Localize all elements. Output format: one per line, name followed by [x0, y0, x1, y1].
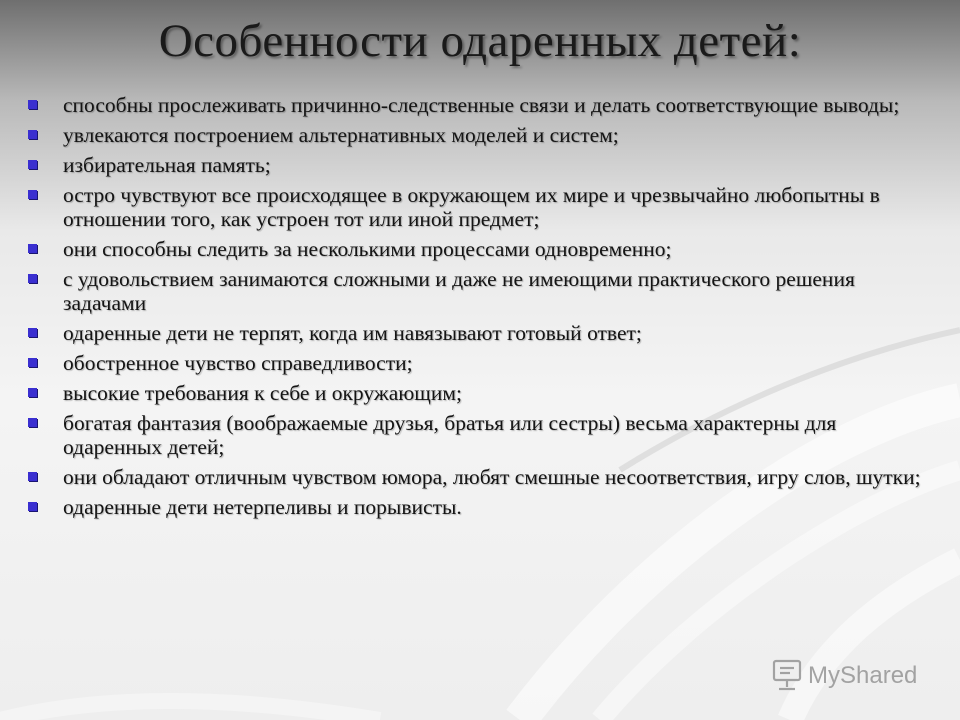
list-item [28, 237, 933, 261]
list-item [28, 267, 933, 315]
myshared-watermark [770, 656, 926, 692]
presentation-board-icon [774, 661, 800, 689]
list-item-text: одаренные дети не терпят, когда им навязывают готовый ответ; [63, 321, 642, 345]
list-item [28, 321, 933, 345]
bullet-marker-icon [28, 502, 37, 511]
bullet-list [28, 93, 933, 525]
list-item-text: увлекаются построением альтернативных моделей и систем; [63, 123, 619, 147]
bullet-marker-icon [28, 160, 37, 169]
bullet-marker-icon [28, 190, 37, 199]
list-item-text: избирательная память; [63, 153, 271, 177]
list-item-text: с удовольствием занимаются сложными и даже не имеющими практического решения задачами [63, 267, 855, 315]
bullet-marker-icon [28, 100, 37, 109]
list-item [28, 495, 933, 519]
watermark-text: MyShared [808, 662, 918, 689]
list-item [28, 351, 933, 375]
list-item-text: высокие требования к себе и окружающим; [63, 381, 462, 405]
slide-title: Особенности одаренных детей: [158, 15, 802, 67]
bullet-marker-icon [28, 274, 37, 283]
list-item [28, 93, 933, 117]
list-item-text: обостренное чувство справедливости; [63, 351, 413, 375]
list-item [28, 411, 933, 459]
bullet-marker-icon [28, 388, 37, 397]
list-item [28, 153, 933, 177]
bullet-marker-icon [28, 244, 37, 253]
bullet-marker-icon [28, 418, 37, 427]
list-item [28, 465, 933, 489]
list-item-text: остро чувствуют все происходящее в окружающем их мире и чрезвычайно любопытны в отношении того, как устроен тот или иной предмет; [63, 183, 880, 231]
list-item-text: они способны следить за несколькими процессами одновременно; [63, 237, 672, 261]
list-item [28, 183, 933, 231]
bullet-marker-icon [28, 472, 37, 481]
list-item [28, 381, 933, 405]
bullet-marker-icon [28, 328, 37, 337]
list-item-text: богатая фантазия (воображаемые друзья, братья или сестры) весьма характерны для одаренных детей; [63, 411, 837, 459]
list-item [28, 123, 933, 147]
list-item-text: одаренные дети нетерпеливы и порывисты. [63, 495, 462, 519]
bullet-marker-icon [28, 358, 37, 367]
list-item-text: способны прослеживать причинно-следственные связи и делать соответствующие выводы; [63, 93, 900, 117]
bullet-marker-icon [28, 130, 37, 139]
list-item-text: они обладают отличным чувством юмора, любят смешные несоответствия, игру слов, шутки; [63, 465, 921, 489]
